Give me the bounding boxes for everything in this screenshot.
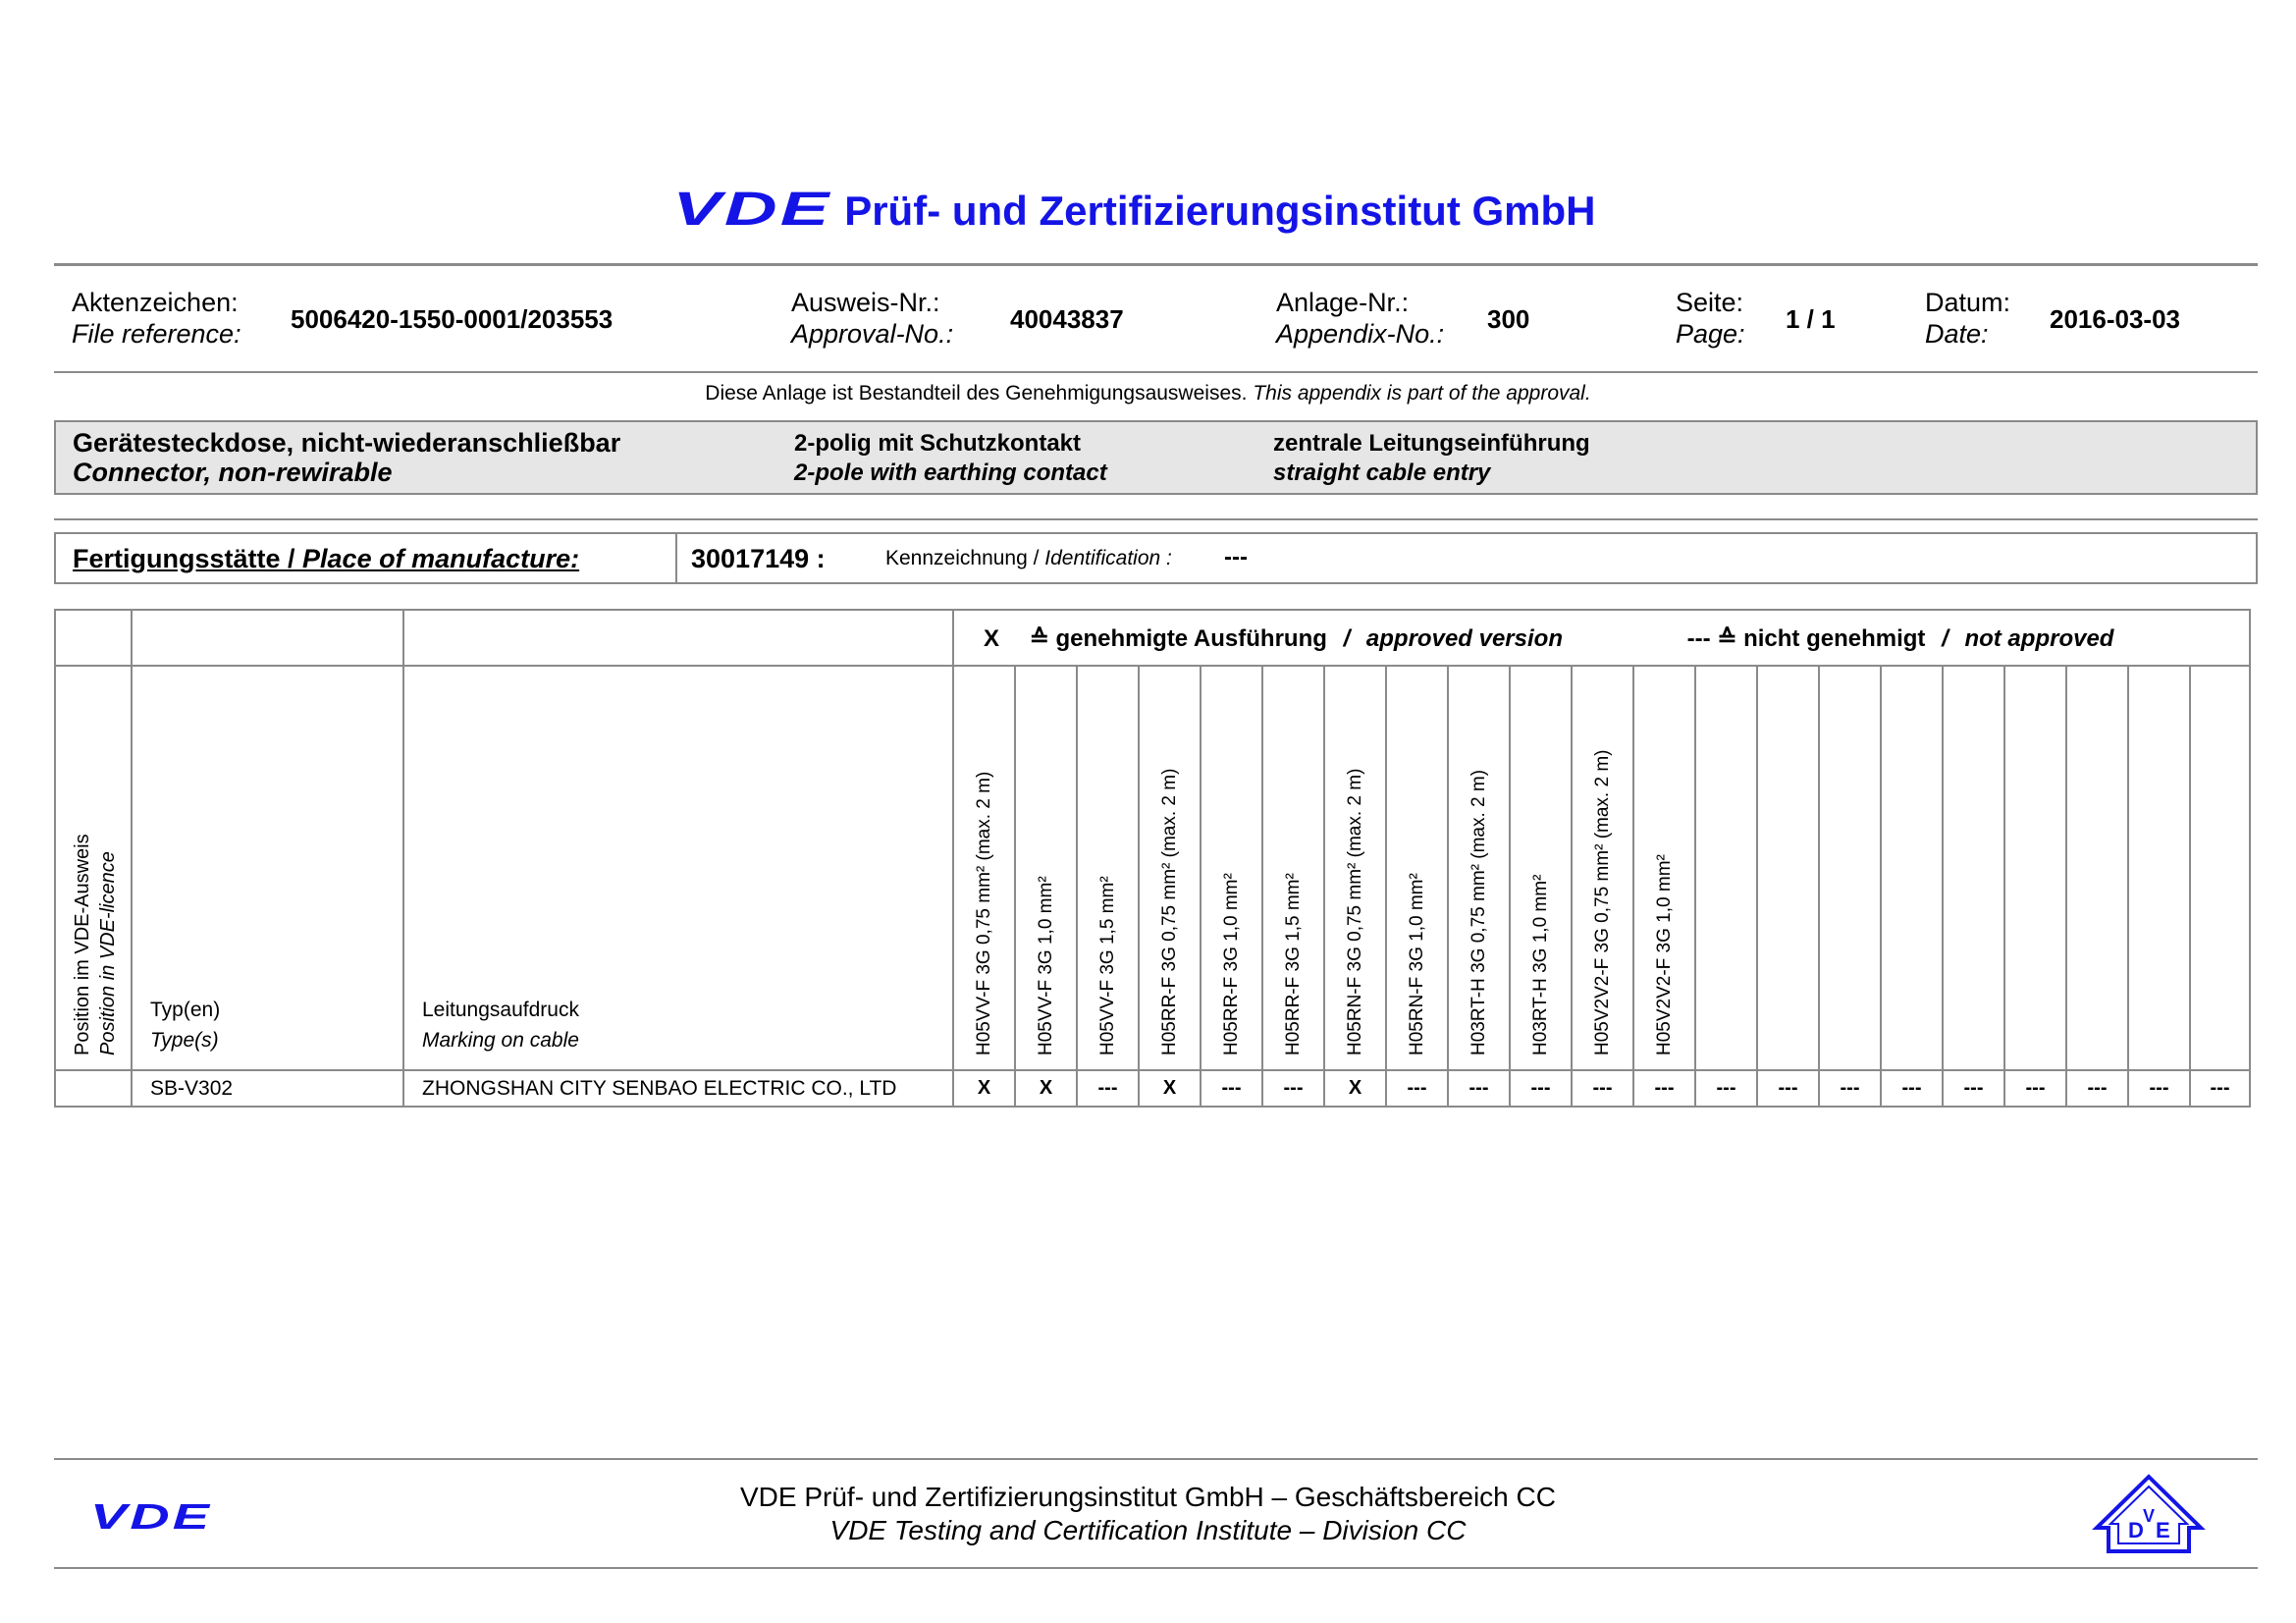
approval-table — [54, 609, 2251, 1108]
cable-column-header — [1201, 666, 1262, 1070]
corresponds-icon: ≙ — [1717, 625, 1737, 652]
approval-mark-cell: --- — [1386, 1070, 1448, 1107]
approved-label-de: genehmigte Ausführung — [1055, 625, 1327, 652]
approval-mark-cell: --- — [1943, 1070, 2004, 1107]
file-reference-value: 5006420-1550-0001/203553 — [291, 304, 614, 334]
approval-mark-cell: --- — [1510, 1070, 1572, 1107]
product-type: Gerätesteckdose, nicht-wiederanschließbar Connector, non-rewirable — [73, 428, 621, 487]
product-poles: 2-polig mit Schutzkontakt 2-pole with earthing contact — [794, 430, 1107, 486]
cable-column-header — [2066, 666, 2128, 1070]
table-row — [55, 1070, 2250, 1107]
approval-mark-cell: X — [1015, 1070, 1077, 1107]
cable-column-header — [1943, 666, 2004, 1070]
approval-mark-cell: --- — [1757, 1070, 1819, 1107]
approval-mark-cell: --- — [1448, 1070, 1510, 1107]
divider — [54, 1458, 2258, 1460]
approval-mark-cell: --- — [1819, 1070, 1881, 1107]
approval-mark-cell: --- — [1077, 1070, 1139, 1107]
cable-type-label: H05RN-F 3G 1,0 mm² — [1407, 873, 1427, 1055]
svg-text:V: V — [2143, 1506, 2156, 1526]
page-label: Seite: Page: — [1676, 288, 1745, 349]
marking-cell: ZHONGSHAN CITY SENBAO ELECTRIC CO., LTD — [403, 1070, 953, 1107]
cable-type-label: H05RR-F 3G 1,5 mm² — [1283, 873, 1304, 1055]
product-description — [54, 420, 2258, 495]
not-approved-label-en: not approved — [1964, 625, 2114, 652]
approval-mark-cell: --- — [1695, 1070, 1757, 1107]
cable-column-header — [1139, 666, 1201, 1070]
divider — [54, 371, 2258, 373]
approval-mark-cell: --- — [1881, 1070, 1943, 1107]
cable-column-header — [2004, 666, 2066, 1070]
cable-column-header — [1448, 666, 1510, 1070]
type-cell: SB-V302 — [132, 1070, 403, 1107]
approval-mark-cell: --- — [1633, 1070, 1695, 1107]
vde-logo: VDE — [671, 184, 831, 236]
appendix-number-value: 300 — [1487, 304, 1530, 334]
cable-type-label: H05VV-F 3G 0,75 mm² (max. 2 m) — [974, 771, 994, 1055]
vde-seal-icon — [2091, 1473, 2207, 1563]
cable-column-header — [1757, 666, 1819, 1070]
cable-type-label: H03RT-H 3G 0,75 mm² (max. 2 m) — [1468, 769, 1489, 1055]
legend-cell — [953, 610, 2250, 666]
legend-separator: / — [1343, 625, 1351, 652]
approval-mark-cell: --- — [2066, 1070, 2128, 1107]
corresponds-icon: ≙ — [1029, 625, 1049, 652]
column-header-row — [55, 666, 2250, 1070]
cable-type-label: H05RN-F 3G 0,75 mm² (max. 2 m) — [1345, 768, 1365, 1055]
cable-type-label: H03RT-H 3G 1,0 mm² — [1530, 874, 1551, 1055]
approval-mark-cell: --- — [2128, 1070, 2190, 1107]
appendix-note: Diese Anlage ist Bestandteil des Genehmigungsausweises. This appendix is part of the approval. — [705, 382, 1591, 405]
identification-value: --- — [1224, 544, 1248, 570]
approval-mark-cell: --- — [1262, 1070, 1324, 1107]
approval-number-value: 40043837 — [1010, 304, 1124, 334]
divider — [54, 1567, 2258, 1569]
manufacture-box — [54, 532, 2258, 584]
cable-column-header — [1881, 666, 1943, 1070]
not-approved-label-de: nicht genehmigt — [1743, 625, 1926, 652]
legend-separator: / — [1942, 625, 1949, 652]
cable-column-header — [2190, 666, 2250, 1070]
product-cable-entry: zentrale Leitungseinführung straight cable entry — [1273, 430, 1590, 486]
type-header: Typ(en) Type(s) — [132, 666, 403, 1070]
cable-type-label: H05VV-F 3G 1,5 mm² — [1097, 876, 1118, 1055]
divider — [675, 534, 677, 582]
appendix-number-label: Anlage-Nr.: Appendix-No.: — [1276, 288, 1445, 349]
cable-column-header — [2128, 666, 2190, 1070]
approval-mark-cell: --- — [1572, 1070, 1633, 1107]
cable-type-label: H05V2V2-F 3G 0,75 mm² (max. 2 m) — [1592, 749, 1613, 1055]
position-cell — [55, 1070, 132, 1107]
approval-number-label: Ausweis-Nr.: Approval-No.: — [791, 288, 954, 349]
file-reference-label: Aktenzeichen: File reference: — [72, 288, 241, 349]
manufacture-label: Fertigungsstätte / Place of manufacture: — [73, 544, 580, 573]
legend-row — [55, 610, 2250, 666]
cable-column-header — [1695, 666, 1757, 1070]
identification-label: Kennzeichnung / Identification : — [885, 547, 1172, 569]
approval-mark-cell: --- — [2190, 1070, 2250, 1107]
footer-vde-logo: VDE — [90, 1496, 213, 1537]
cable-column-header — [1324, 666, 1386, 1070]
divider — [54, 263, 2258, 266]
position-header: Position im VDE-Ausweis Position in VDE-licence — [55, 666, 132, 1070]
svg-text:E: E — [2156, 1518, 2170, 1542]
not-approved-symbol: --- — [1686, 625, 1711, 652]
cable-column-header — [1510, 666, 1572, 1070]
divider — [54, 518, 2258, 520]
cable-column-header — [1015, 666, 1077, 1070]
date-value: 2016-03-03 — [2050, 304, 2180, 334]
cable-column-header — [1633, 666, 1695, 1070]
cable-column-header — [1262, 666, 1324, 1070]
cable-type-label: H05VV-F 3G 1,0 mm² — [1036, 876, 1056, 1055]
footer-text: VDE Prüf- und Zertifizierungsinstitut GmbH – Geschäftsbereich CC VDE Testing and Certification Institute – Division CC — [740, 1482, 1556, 1545]
cable-column-header — [1077, 666, 1139, 1070]
approval-mark-cell: --- — [1201, 1070, 1262, 1107]
cable-column-header — [953, 666, 1015, 1070]
cable-column-header — [1819, 666, 1881, 1070]
approved-symbol: X — [984, 625, 1000, 652]
cable-column-header — [1386, 666, 1448, 1070]
page-title — [0, 183, 2296, 237]
svg-text:D: D — [2128, 1518, 2144, 1542]
cable-type-label: H05RR-F 3G 0,75 mm² (max. 2 m) — [1159, 768, 1180, 1055]
approval-mark-cell: X — [1324, 1070, 1386, 1107]
cable-type-label: H05V2V2-F 3G 1,0 mm² — [1654, 854, 1675, 1055]
approval-mark-cell: X — [1139, 1070, 1201, 1107]
marking-header: Leitungsaufdruck Marking on cable — [403, 666, 953, 1070]
approved-label-en: approved version — [1365, 625, 1563, 652]
date-label: Datum: Date: — [1925, 288, 2011, 349]
cable-column-header — [1572, 666, 1633, 1070]
manufacture-code: 30017149 : — [691, 544, 826, 573]
cable-type-label: H05RR-F 3G 1,0 mm² — [1221, 873, 1242, 1055]
approval-mark-cell: --- — [2004, 1070, 2066, 1107]
approval-mark-cell: X — [953, 1070, 1015, 1107]
institute-name: Prüf- und Zertifizierungsinstitut GmbH — [844, 188, 1596, 234]
page-value: 1 / 1 — [1786, 304, 1836, 334]
